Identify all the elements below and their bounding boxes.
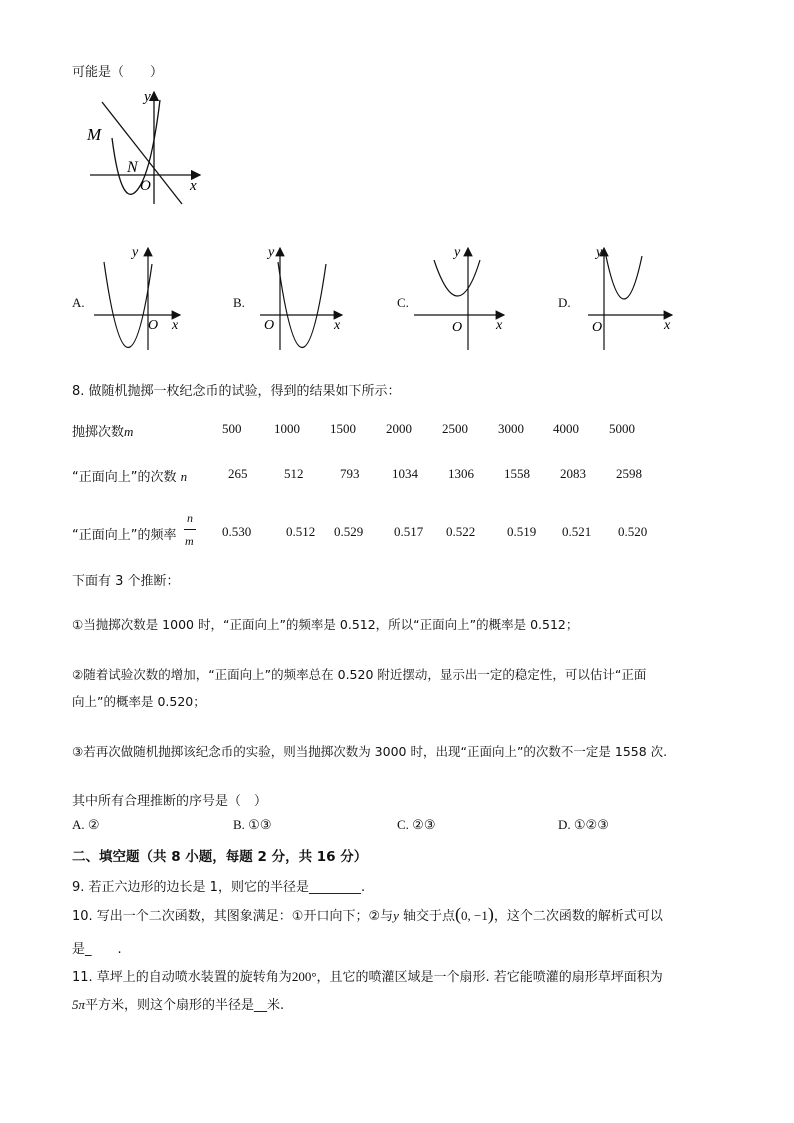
fraction-numerator: n	[187, 511, 193, 525]
q8-statement-2-line1: ②随着试验次数的增加，“正面向上”的频率总在 0.520 附近摆动，显示出一定的稳定性，可以估计“正面	[72, 667, 647, 682]
q8-stem: 8. 做随机抛掷一枚纪念币的试验，得到的结果如下所示：	[72, 384, 401, 399]
table-cell: 1558	[504, 466, 530, 481]
fraction-bar	[184, 529, 196, 530]
label-x: x	[190, 178, 197, 194]
table-cell: 4000	[553, 421, 579, 436]
q8-statement-2-line2: 向上”的概率是 0.520；	[72, 694, 206, 709]
table-cell: 0.512	[286, 524, 316, 539]
table-row	[0, 466, 794, 486]
option-a-o: O	[148, 318, 159, 333]
choice-c: C. ②③	[397, 817, 436, 832]
parabola-graph	[112, 100, 160, 194]
q11-line2: 5π平方米，则这个扇形的半径是__米.	[72, 997, 285, 1013]
table-cell: 500	[222, 421, 242, 436]
option-b-y: y	[268, 245, 275, 260]
table-cell: 512	[284, 466, 304, 481]
choice-a: A. ②	[72, 817, 100, 832]
table-cell: 2000	[386, 421, 412, 436]
q8-statement-1: ①当抛掷次数是 1000 时，“正面向上”的频率是 0.512，所以“正面向上”的概率是 0.512；	[72, 617, 579, 632]
option-d-x: x	[664, 318, 671, 333]
label-o: O	[140, 178, 151, 194]
option-c-y: y	[454, 245, 461, 260]
q7-stem-tail: 可能是（ ）	[72, 65, 164, 80]
label-m: M	[87, 125, 102, 144]
table-cell: 0.520	[618, 524, 648, 539]
q11-line1: 11. 草坪上的自动喷水装置的旋转角为200°，且它的喷灌区域是一个扇形. 若它能喷灌的扇形草坪面积为	[72, 969, 663, 985]
choice-d: D. ①②③	[558, 817, 609, 832]
option-a-letter: A.	[72, 295, 85, 310]
table-row	[0, 421, 794, 441]
q7-main-graph	[82, 86, 212, 211]
table-cell: 0.519	[507, 524, 537, 539]
q8-intro: 下面有 3 个推断：	[72, 574, 180, 589]
table-cell: 5000	[609, 421, 635, 436]
label-y: y	[144, 89, 151, 105]
row3-label: “正面向上”的频率	[72, 528, 177, 543]
section-heading: 二、填空题（共 8 小题，每题 2 分，共 16 分）	[72, 849, 368, 865]
table-cell: 2083	[560, 466, 586, 481]
table-cell: 1500	[330, 421, 356, 436]
label-n: N	[127, 159, 138, 176]
option-d-letter: D.	[558, 295, 571, 310]
option-a-x: x	[172, 318, 179, 333]
table-cell: 1034	[392, 466, 418, 481]
q11-angle: 200°	[291, 969, 317, 984]
option-c-letter: C.	[397, 295, 409, 310]
q9-text: 9. 若正六边形的边长是 1，则它的半径是________.	[72, 880, 366, 895]
q10-point: 0, −1	[461, 908, 488, 923]
table-cell: 2500	[442, 421, 468, 436]
option-c-o: O	[452, 320, 463, 335]
table-cell: 0.529	[334, 524, 364, 539]
table-cell: 1000	[274, 421, 300, 436]
option-b-o: O	[264, 318, 275, 333]
table-cell: 0.522	[446, 524, 476, 539]
table-cell: 0.530	[222, 524, 252, 539]
fraction-denominator: m	[185, 534, 194, 548]
table-cell: 265	[228, 466, 248, 481]
option-b-letter: B.	[233, 295, 245, 310]
table-cell: 0.521	[562, 524, 592, 539]
table-row	[0, 511, 794, 548]
row2-label: “正面向上”的次数 n	[72, 469, 188, 485]
table-cell: 1306	[448, 466, 474, 481]
option-b-graph	[258, 242, 358, 352]
q10-line1: 10. 写出一个二次函数，其图象满足：①开口向下；②与y 轴交于点(0, −1)，这个二次函数的解析式可以	[72, 904, 663, 924]
option-d-graph	[586, 242, 686, 352]
option-a-y: y	[132, 245, 139, 260]
q8-question: 其中所有合理推断的序号是（ ）	[72, 794, 268, 809]
table-cell: 3000	[498, 421, 524, 436]
option-c-graph	[412, 242, 512, 352]
option-d-o: O	[592, 320, 603, 335]
q8-statement-3: ③若再次做随机抛掷该纪念币的实验，则当抛掷次数为 3000 时，出现“正面向上”的次数不一定是 1558 次.	[72, 744, 668, 759]
choice-b: B. ①③	[233, 817, 272, 832]
q11-area: 5π	[72, 997, 86, 1012]
row1-label: 抛掷次数m	[72, 424, 134, 440]
q10-line2: 是_ .	[72, 942, 122, 957]
option-a-graph	[92, 242, 192, 352]
option-b-x: x	[334, 318, 341, 333]
table-cell: 793	[340, 466, 360, 481]
option-c-x: x	[496, 318, 503, 333]
option-d-y: y	[596, 245, 603, 260]
table-cell: 2598	[616, 466, 642, 481]
table-cell: 0.517	[394, 524, 424, 539]
